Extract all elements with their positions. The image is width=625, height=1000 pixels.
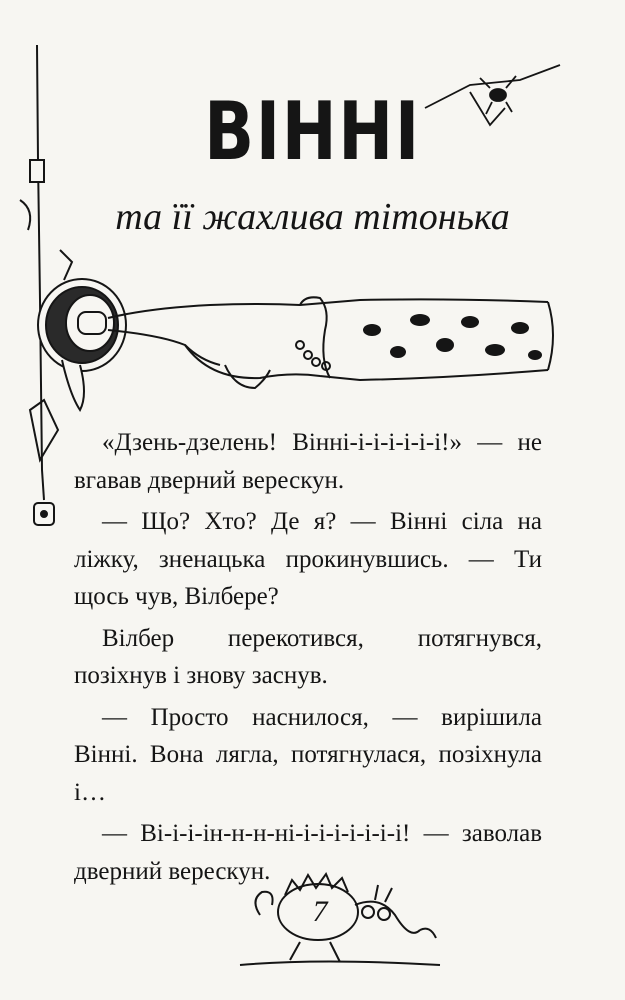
page-number: 7 (312, 895, 328, 928)
paragraph-4: — Просто наснилося, — вирішила Вінні. Вона лягла, потягнулася, позіхнула і… (74, 703, 542, 806)
door-bell-illustration (38, 279, 126, 410)
book-title: ВІННІ (204, 85, 421, 178)
story-text (74, 424, 542, 890)
paragraph-1: «Дзень-дзелень! Вінні-і-і-і-і-і-і!» — не вгавав дверний верескун. (74, 429, 542, 494)
pressing-arm-illustration (108, 297, 553, 388)
paragraph-3: Вілбер перекотився, потягнувся, позіхнув і знову заснув. (74, 624, 542, 689)
paragraph-5: — Ві-і-і-ін-н-н-ні-і-і-і-і-і-і-і! — заволав дверний верескун. (74, 820, 542, 885)
paragraph-2: — Що? Хто? Де я? — Вінні сіла на ліжку, зненацька прокинувшись. — Ти щось чув, Вілбере? (74, 508, 542, 610)
book-subtitle: та її жахлива тітонька (115, 196, 510, 238)
